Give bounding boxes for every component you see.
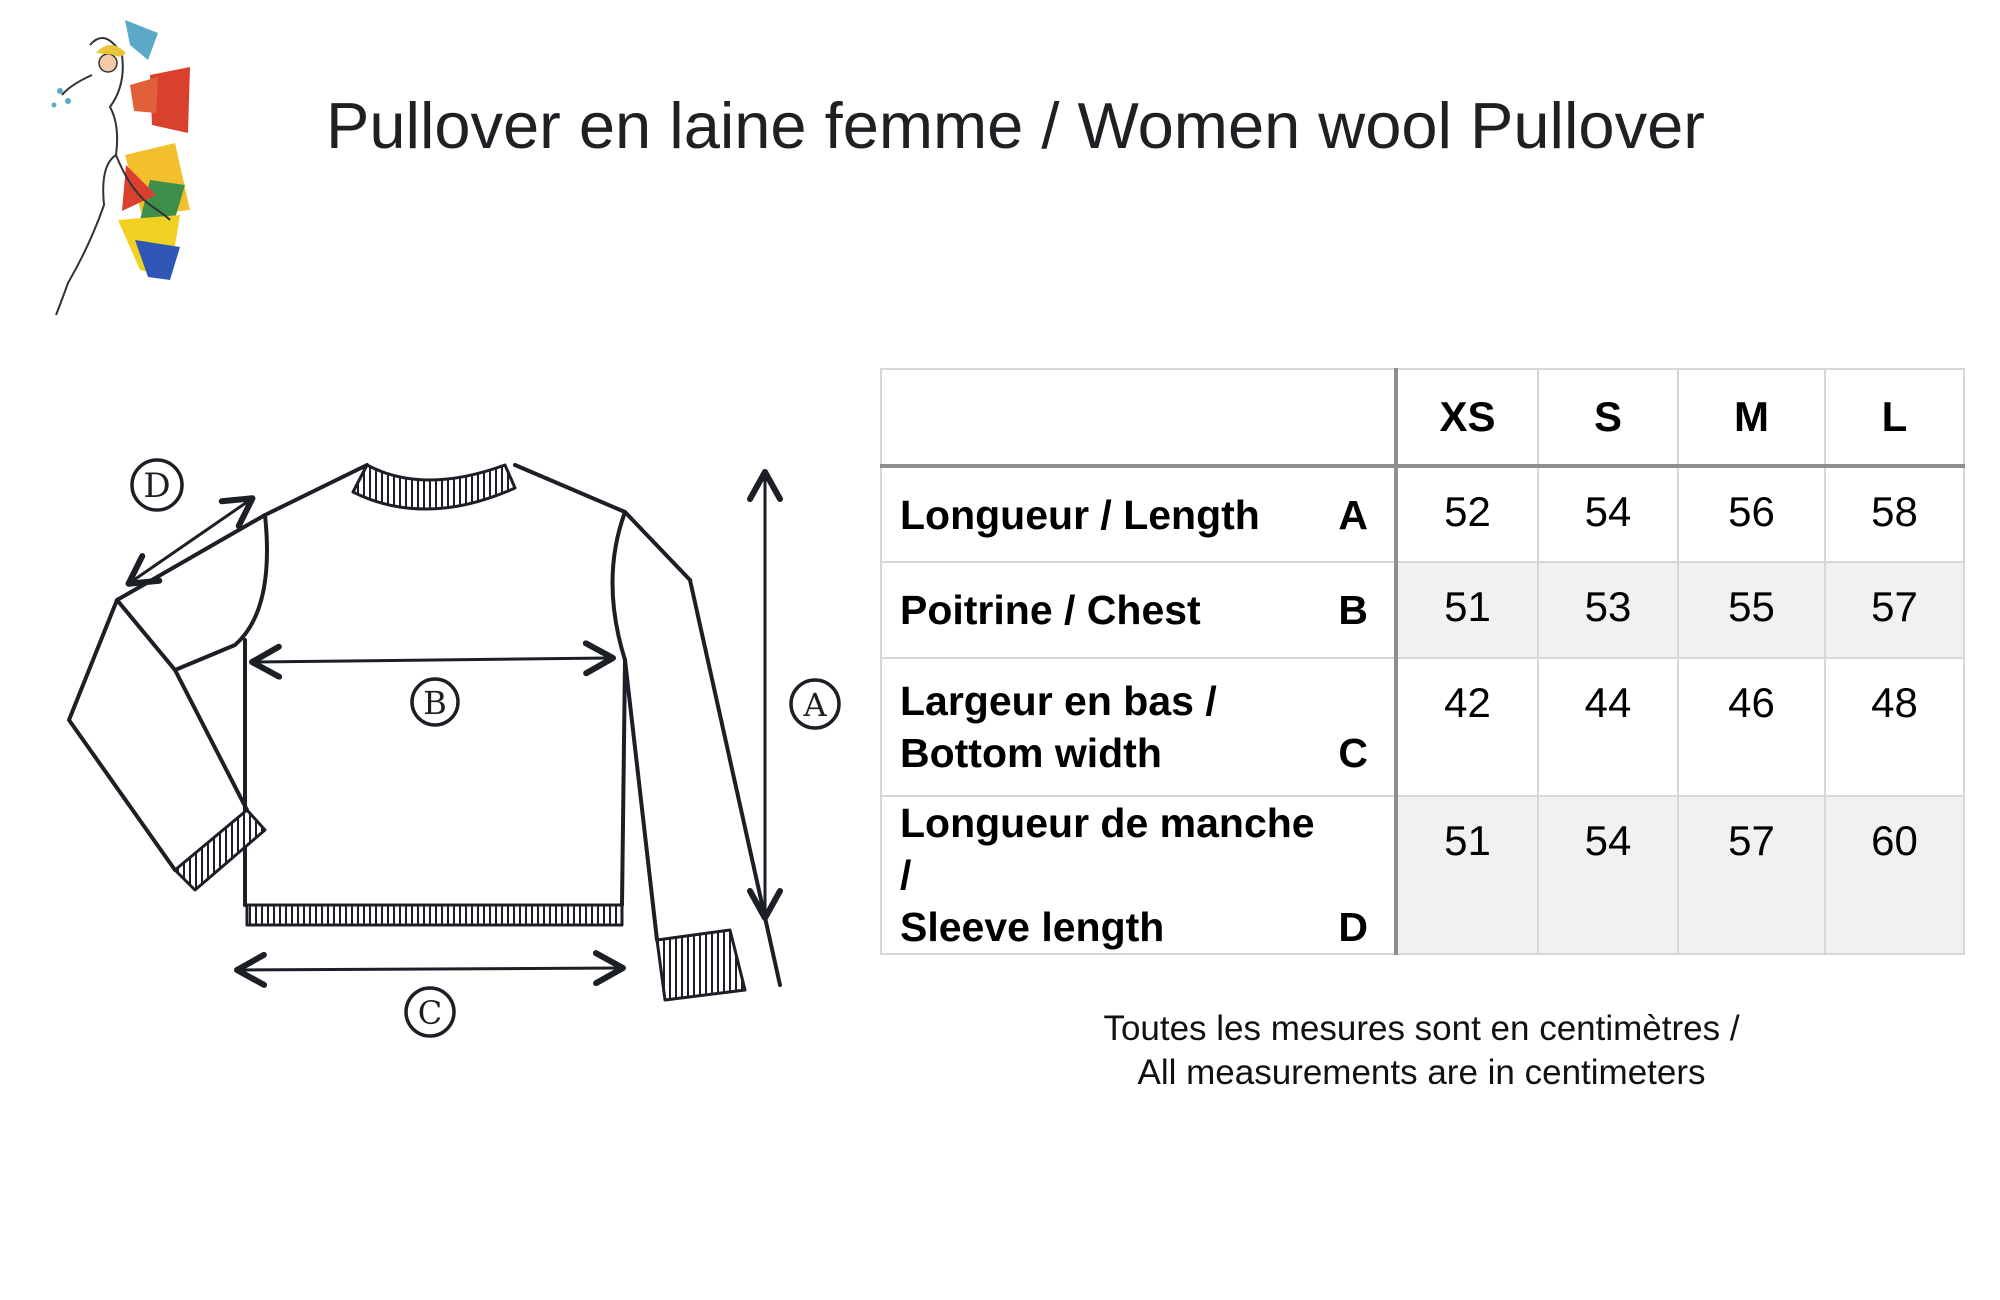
svg-text:A: A xyxy=(803,686,827,724)
table-header-row xyxy=(881,369,1964,466)
value-cell: 52 xyxy=(1396,466,1538,562)
value-cell: 51 xyxy=(1396,562,1538,658)
brand-illustration xyxy=(30,15,205,320)
value-cell: 54 xyxy=(1538,796,1678,954)
value-cell: 48 xyxy=(1825,658,1964,796)
value-cell: 54 xyxy=(1538,466,1678,562)
value-cell: 46 xyxy=(1678,658,1825,796)
svg-text:C: C xyxy=(417,994,443,1032)
label-d-marker xyxy=(132,460,182,510)
label-c-marker xyxy=(406,988,454,1036)
label-b-marker xyxy=(412,679,458,725)
size-chart-table xyxy=(880,368,1965,955)
table-row-chest xyxy=(881,562,1964,658)
row-label-cell xyxy=(881,658,1396,796)
value-cell: 55 xyxy=(1678,562,1825,658)
sweater-sketch xyxy=(55,450,855,1070)
table-row-sleeve-length xyxy=(881,796,1964,954)
row-letter: C xyxy=(1338,730,1368,776)
header-empty-cell xyxy=(881,369,1396,466)
measurement-note: Toutes les mesures sont en centimètres / All measurements are in centimeters xyxy=(1103,1009,1740,1092)
row-letter: D xyxy=(1338,904,1368,950)
value-cell: 51 xyxy=(1396,796,1538,954)
value-cell: 58 xyxy=(1825,466,1964,562)
size-header-s: S xyxy=(1538,369,1678,466)
svg-text:D: D xyxy=(143,466,171,506)
table-row-length xyxy=(881,466,1964,562)
value-cell: 44 xyxy=(1538,658,1678,796)
value-cell: 57 xyxy=(1825,562,1964,658)
value-cell: 42 xyxy=(1396,658,1538,796)
row-label-cell xyxy=(881,466,1396,562)
row-label: Poitrine / Chest xyxy=(900,587,1201,633)
size-header-l: L xyxy=(1825,369,1964,466)
row-label-cell xyxy=(881,796,1396,954)
table-row-bottom-width xyxy=(881,658,1964,796)
value-cell: 60 xyxy=(1825,796,1964,954)
row-label: Longueur / Length xyxy=(900,491,1260,538)
svg-text:B: B xyxy=(423,684,447,722)
row-label-cell xyxy=(881,562,1396,658)
row-letter: B xyxy=(1338,587,1368,633)
size-header-xs: XS xyxy=(1396,369,1538,466)
row-label: Largeur en bas / Bottom width xyxy=(900,678,1217,776)
label-a-marker xyxy=(791,680,839,728)
value-cell: 53 xyxy=(1538,562,1678,658)
size-header-m: M xyxy=(1678,369,1825,466)
row-label: Longueur de manche / Sleeve length xyxy=(900,800,1315,950)
value-cell: 56 xyxy=(1678,466,1825,562)
row-letter: A xyxy=(1338,491,1368,538)
value-cell: 57 xyxy=(1678,796,1825,954)
page-title: Pullover en laine femme / Women wool Pullover xyxy=(326,89,1705,162)
